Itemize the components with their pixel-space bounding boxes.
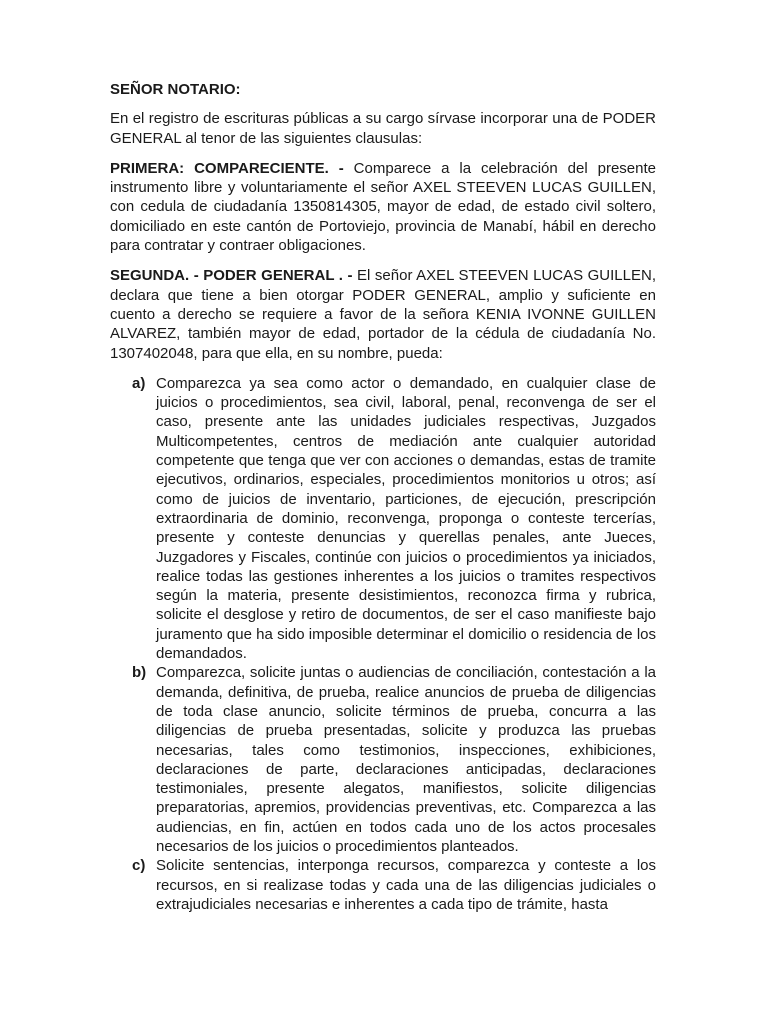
clause-segunda-text: El señor AXEL STEEVEN LUCAS GUILLEN, declara que tiene a bien otorgar PODER GENERAL, amplio y suficiente en cuento a derecho se requiere a favor de la señora KENIA IVONNE GUILLEN ALVAREZ, también mayor de edad, portador de la cédula de ciudadanía No. 1307402048, para que ella, en su nombre, pueda:	[110, 267, 656, 362]
list-item-b	[110, 663, 656, 856]
powers-list	[110, 374, 656, 914]
list-marker: c)	[132, 857, 146, 875]
clause-primera	[110, 159, 656, 255]
list-item-text: Comparezca, solicite juntas o audiencias de conciliación, contestación a la demanda, definitiva, de prueba, realice anuncios de prueba de diligencias de toda clase anuncio, solicite términos de prueba, concurra a las diligencias de prueba presentadas, solicite y produzca las pruebas necesarias, tales como testimonios, inspecciones, exhibiciones, declaraciones de parte, declaraciones anticipadas, declaraciones testimoniales, presente alegatos, manifiestos, solicite diligencias preparatorias, apremios, providencias preventivas, etc. Comparezca a las audiencias, en fin, actúen en todos cada uno de los actos procesales necesarios de los juicios o procedimientos planteados.	[156, 664, 656, 855]
list-marker: a)	[132, 374, 146, 392]
clause-primera-text: Comparece a la celebración del presente instrumento libre y voluntariamente el señor AXEL STEEVEN LUCAS GUILLEN, con cedula de ciudadanía 1350814305, mayor de edad, de estado civil soltero, domiciliado en este cantón de Portoviejo, provincia de Manabí, hábil en derecho para contratar y contraer obligaciones.	[110, 159, 656, 255]
document-page	[110, 80, 656, 914]
list-item-text: Solicite sentencias, interponga recursos, comparezca y conteste a los recursos, en si realizase todas y cada una de las diligencias judiciales o extrajudiciales necesarias e inherentes a cada tipo de trámite, hasta	[156, 857, 656, 913]
clause-segunda-heading: SEGUNDA. - PODER GENERAL . -	[110, 267, 353, 285]
clause-segunda	[110, 266, 656, 362]
list-item-text: Comparezca ya sea como actor o demandado, en cualquier clase de juicios o procedimientos, sea civil, laboral, penal, reconvenga de ser el caso, presente ante las unidades judiciales respectivas, Juzgados Multicompetentes, centros de mediación ante cualquier autoridad competente que tenga que ver con acciones o demandas, estas de tramite ejecutivos, ordinarios, especiales, procedimientos monitorios u otros; así como de juicios de inventario, particiones, de ejecución, prescripción extraordinaria de dominio, reconvenga, proponga o conteste tercerías, presente y conteste denuncias y querellas penales, ante Jueces, Juzgadores y Fiscales, continúe con juicios o procedimientos ya iniciados, realice todas las gestiones inherentes a los juicios o tramites respectivos según la materia, presente desistimientos, reconozca firma y rubrica, solicite el desglose y retiro de documentos, de ser el caso manifieste bajo juramento que ha sido imposible determinar el domicilio o residencia de los demandados.	[156, 374, 656, 663]
clause-primera-heading: PRIMERA: COMPARECIENTE. -	[110, 159, 344, 177]
salutation-heading: SEÑOR NOTARIO:	[110, 81, 241, 98]
list-item-a	[110, 374, 656, 663]
list-item-c	[110, 856, 656, 914]
list-marker: b)	[132, 664, 147, 682]
intro-paragraph: En el registro de escrituras públicas a su cargo sírvase incorporar una de PODER GENERAL al tenor de las siguientes clausulas:	[110, 110, 656, 147]
